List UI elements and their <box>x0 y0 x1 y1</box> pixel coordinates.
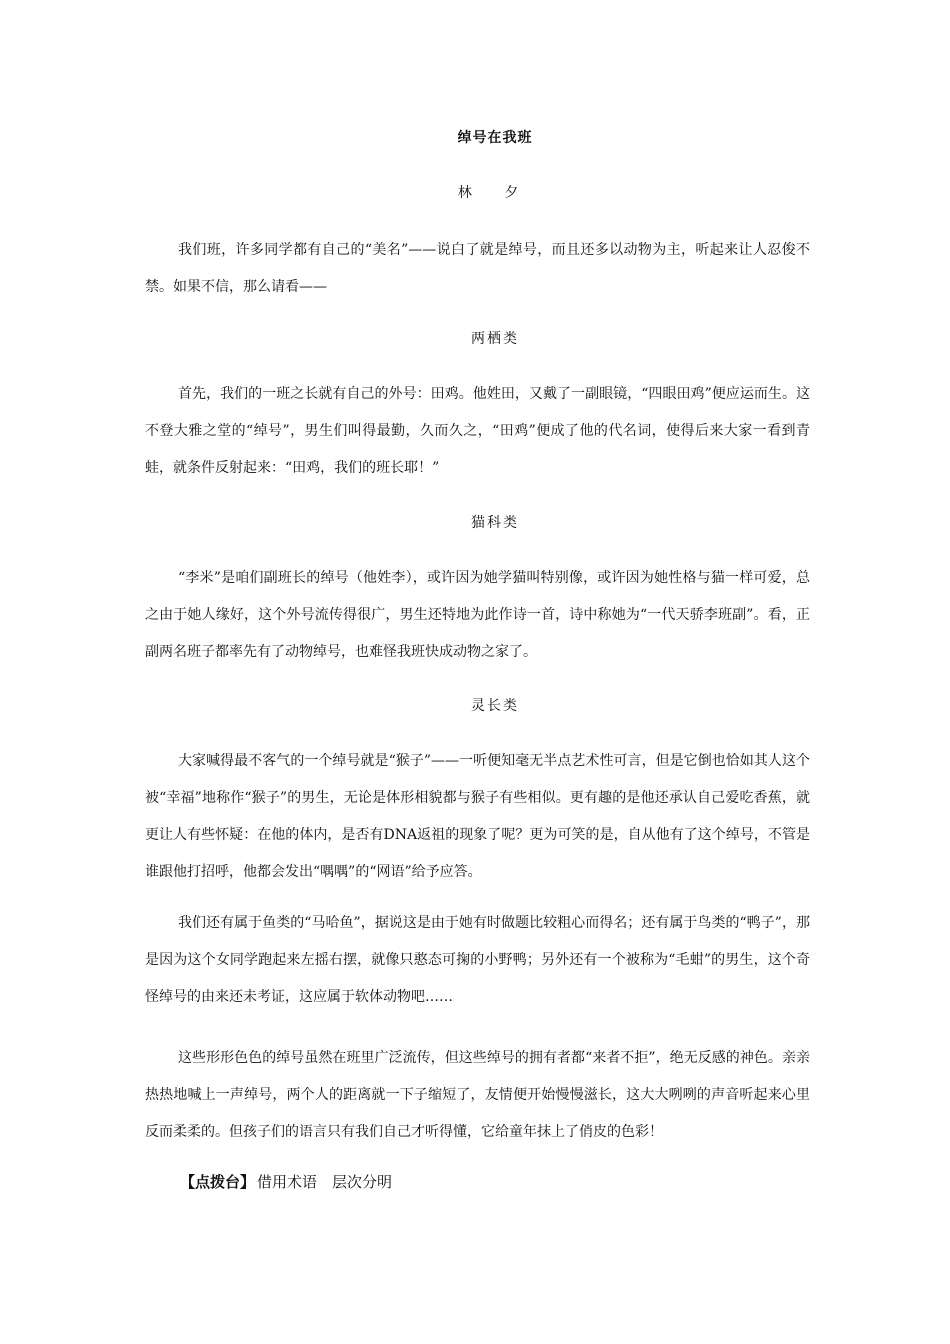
intro-paragraph: 我们班，许多同学都有自己的“美名”——说白了就是绰号，而且还多以动物为主，听起来让人忍俊不禁。如果不信，那么请看—— <box>145 242 810 295</box>
section-paragraph-felines: “李米”是咱们副班长的绰号（他姓李），或许因为她学猫叫特别像，或许因为她性格与猫一样可爱，总之由于她人缘好，这个外号流传得很广，男生还特地为此作诗一首，诗中称她为“一代天骄李班副”。看，正副两名班子都率先有了动物绰号，也难怪我班快成动物之家了。 <box>145 570 810 660</box>
section-heading-amphibians: 两栖类 <box>471 331 519 347</box>
commentary-text: 借用术语 层次分明 <box>257 1173 393 1191</box>
section-paragraph-amphibians: 首先，我们的一班之长就有自己的外号：田鸡。他姓田，又戴了一副眼镜，“四眼田鸡”便应运而生。这不登大雅之堂的“绰号”，男生们叫得最勤，久而久之，“田鸡”便成了他的代名词，使得后来大家一看到青蛙，就条件反射起来：“田鸡，我们的班长耶！” <box>145 386 810 476</box>
article-title: 绰号在我班 <box>457 130 533 146</box>
section-heading-primates: 灵长类 <box>471 698 519 714</box>
extra-paragraph: 我们还有属于鱼类的“马哈鱼”，据说这是由于她有时做题比较粗心而得名；还有属于鸟类的“鸭子”，那是因为这个女同学跑起来左摇右摆，就像只憨态可掬的小野鸭；另外还有一个被称为“毛蚶”的男生，这个奇怪绰号的由来还未考证，这应属于软体动物吧…… <box>145 915 810 1005</box>
section-heading-felines: 猫科类 <box>471 515 519 531</box>
commentary-note <box>180 1170 392 1194</box>
conclusion-paragraph: 这些形形色色的绰号虽然在班里广泛流传，但这些绰号的拥有者都“来者不拒”，绝无反感的神色。亲亲热热地喊上一声绰号，两个人的距离就一下子缩短了，友情便开始慢慢滋长，这大大咧咧的声音听起来心里反而柔柔的。但孩子们的语言只有我们自己才听得懂，它给童年抹上了俏皮的色彩！ <box>145 1050 810 1140</box>
commentary-label: 【点拨台】 <box>180 1173 256 1191</box>
article-author: 林 夕 <box>457 185 533 201</box>
section-paragraph-primates: 大家喊得最不客气的一个绰号就是“猴子”——一听便知毫无半点艺术性可言，但是它倒也恰如其人这个被“幸福”地称作“猴子”的男生，无论是体形相貌都与猴子有些相似。更有趣的是他还承认自己爱吃香蕉，就更让人有些怀疑：在他的体内，是否有DNA返祖的现象了呢？更为可笑的是，自从他有了这个绰号，不管是谁跟他打招呼，他都会发出“喁喁”的“网语”给予应答。 <box>145 753 810 880</box>
